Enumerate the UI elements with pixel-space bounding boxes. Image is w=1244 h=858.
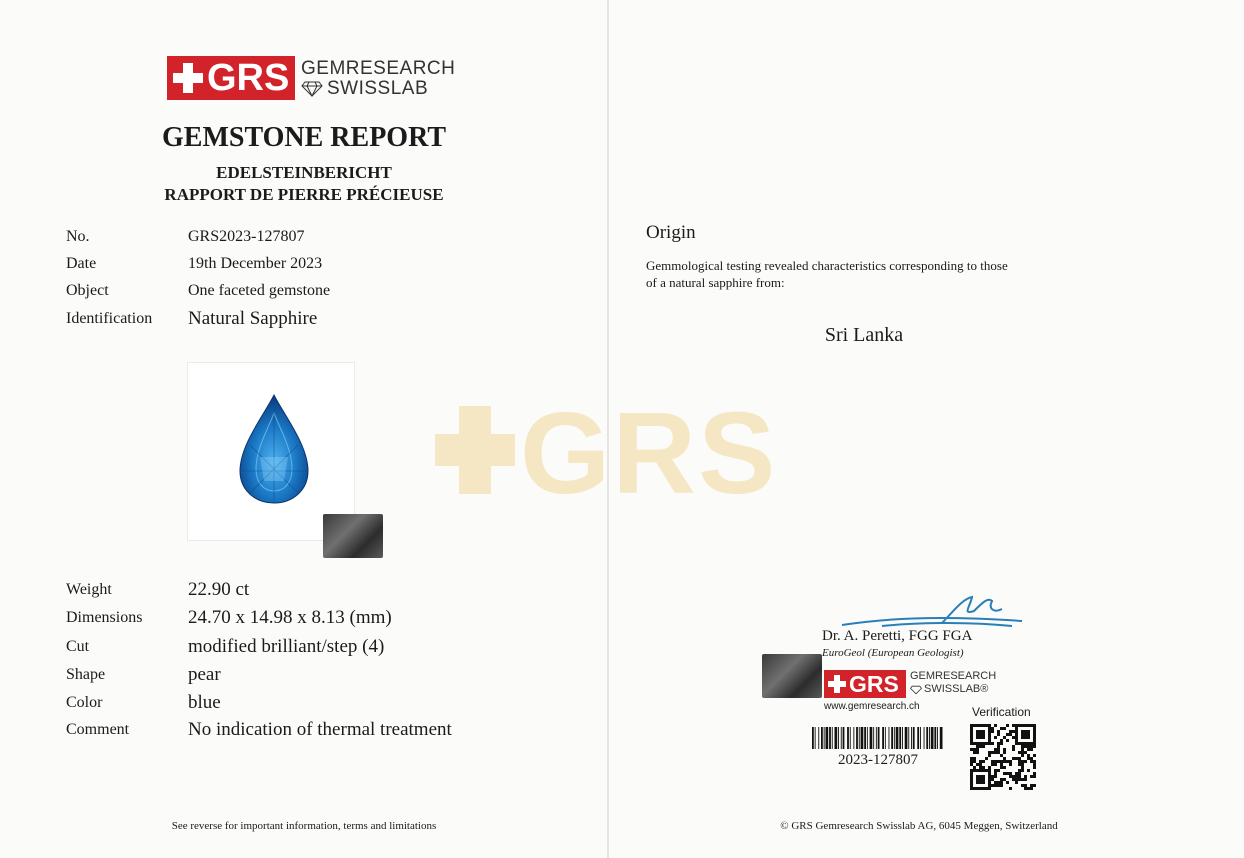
subtitle-french: RAPPORT DE PIERRE PRÉCIEUSE xyxy=(164,185,444,204)
diamond-small-icon xyxy=(910,685,922,695)
comment-value: No indication of thermal treatment xyxy=(188,719,452,740)
cut-value: modified brilliant/step (4) xyxy=(188,636,385,657)
color-label: Color xyxy=(66,694,103,711)
barcode xyxy=(812,727,944,749)
swiss-cross-icon xyxy=(173,63,203,93)
logo-line1: GEMRESEARCH xyxy=(301,58,456,79)
weight-value: 22.90 ct xyxy=(188,579,250,600)
date-value: 19th December 2023 xyxy=(188,255,323,272)
color-value: blue xyxy=(188,692,221,713)
origin-text xyxy=(646,257,1086,291)
subtitle-german: EDELSTEINBERICHT xyxy=(216,163,392,182)
shape-value: pear xyxy=(188,664,221,685)
grs-logo xyxy=(167,56,456,100)
hologram-seal-back xyxy=(762,654,822,698)
logo-small-red-block xyxy=(824,670,906,698)
diamond-icon xyxy=(301,81,323,97)
object-label: Object xyxy=(66,282,109,299)
shape-label: Shape xyxy=(66,666,106,683)
verification-label: Verification xyxy=(972,705,1031,719)
barcode-number: 2023-127807 xyxy=(838,752,918,768)
dimensions-label: Dimensions xyxy=(66,609,143,626)
signatory-role: EuroGeol (European Geologist) xyxy=(822,647,964,659)
swiss-cross-small-icon xyxy=(828,675,846,693)
identification-value: Natural Sapphire xyxy=(188,308,318,329)
pear-sapphire-icon xyxy=(238,393,310,505)
logo-red-block xyxy=(167,56,295,100)
signatory-name: Dr. A. Peretti, FGG FGA xyxy=(822,628,973,644)
origin-text-line2: of a natural sapphire from: xyxy=(646,275,785,290)
website-url[interactable]: www.gemresearch.ch xyxy=(824,701,920,712)
grs-watermark xyxy=(435,388,778,518)
object-value: One faceted gemstone xyxy=(188,282,331,299)
hologram-seal xyxy=(323,514,383,558)
watermark-text: GRS xyxy=(520,388,778,518)
no-value: GRS2023-127807 xyxy=(188,228,305,245)
page-title: GEMSTONE REPORT xyxy=(162,122,446,153)
no-label: No. xyxy=(66,228,90,245)
cut-label: Cut xyxy=(66,638,90,655)
logo-small-mark: GRS xyxy=(849,671,899,697)
weight-label: Weight xyxy=(66,581,112,598)
logo-mark: GRS xyxy=(207,57,290,99)
identification-label: Identification xyxy=(66,310,153,327)
footer-note: See reverse for important information, terms and limitations xyxy=(171,820,437,832)
date-label: Date xyxy=(66,255,97,272)
copyright-footer: © GRS Gemresearch Swisslab AG, 6045 Meggen, Switzerland xyxy=(780,820,1058,832)
origin-value: Sri Lanka xyxy=(824,324,904,346)
cross-watermark-icon xyxy=(435,406,515,494)
comment-label: Comment xyxy=(66,721,130,738)
grs-logo-small xyxy=(824,670,1004,698)
logo-line2: SWISSLAB xyxy=(327,78,429,99)
logo-small-line1: GEMRESEARCH xyxy=(910,670,997,682)
logo-small-line2: SWISSLAB® xyxy=(924,683,989,695)
signature-icon xyxy=(822,593,1032,633)
dimensions-value: 24.70 x 14.98 x 8.13 (mm) xyxy=(188,607,392,628)
origin-text-line1: Gemmological testing revealed characteristics corresponding to those xyxy=(646,258,1008,273)
qr-code[interactable] xyxy=(970,724,1036,790)
origin-heading: Origin xyxy=(646,222,696,243)
